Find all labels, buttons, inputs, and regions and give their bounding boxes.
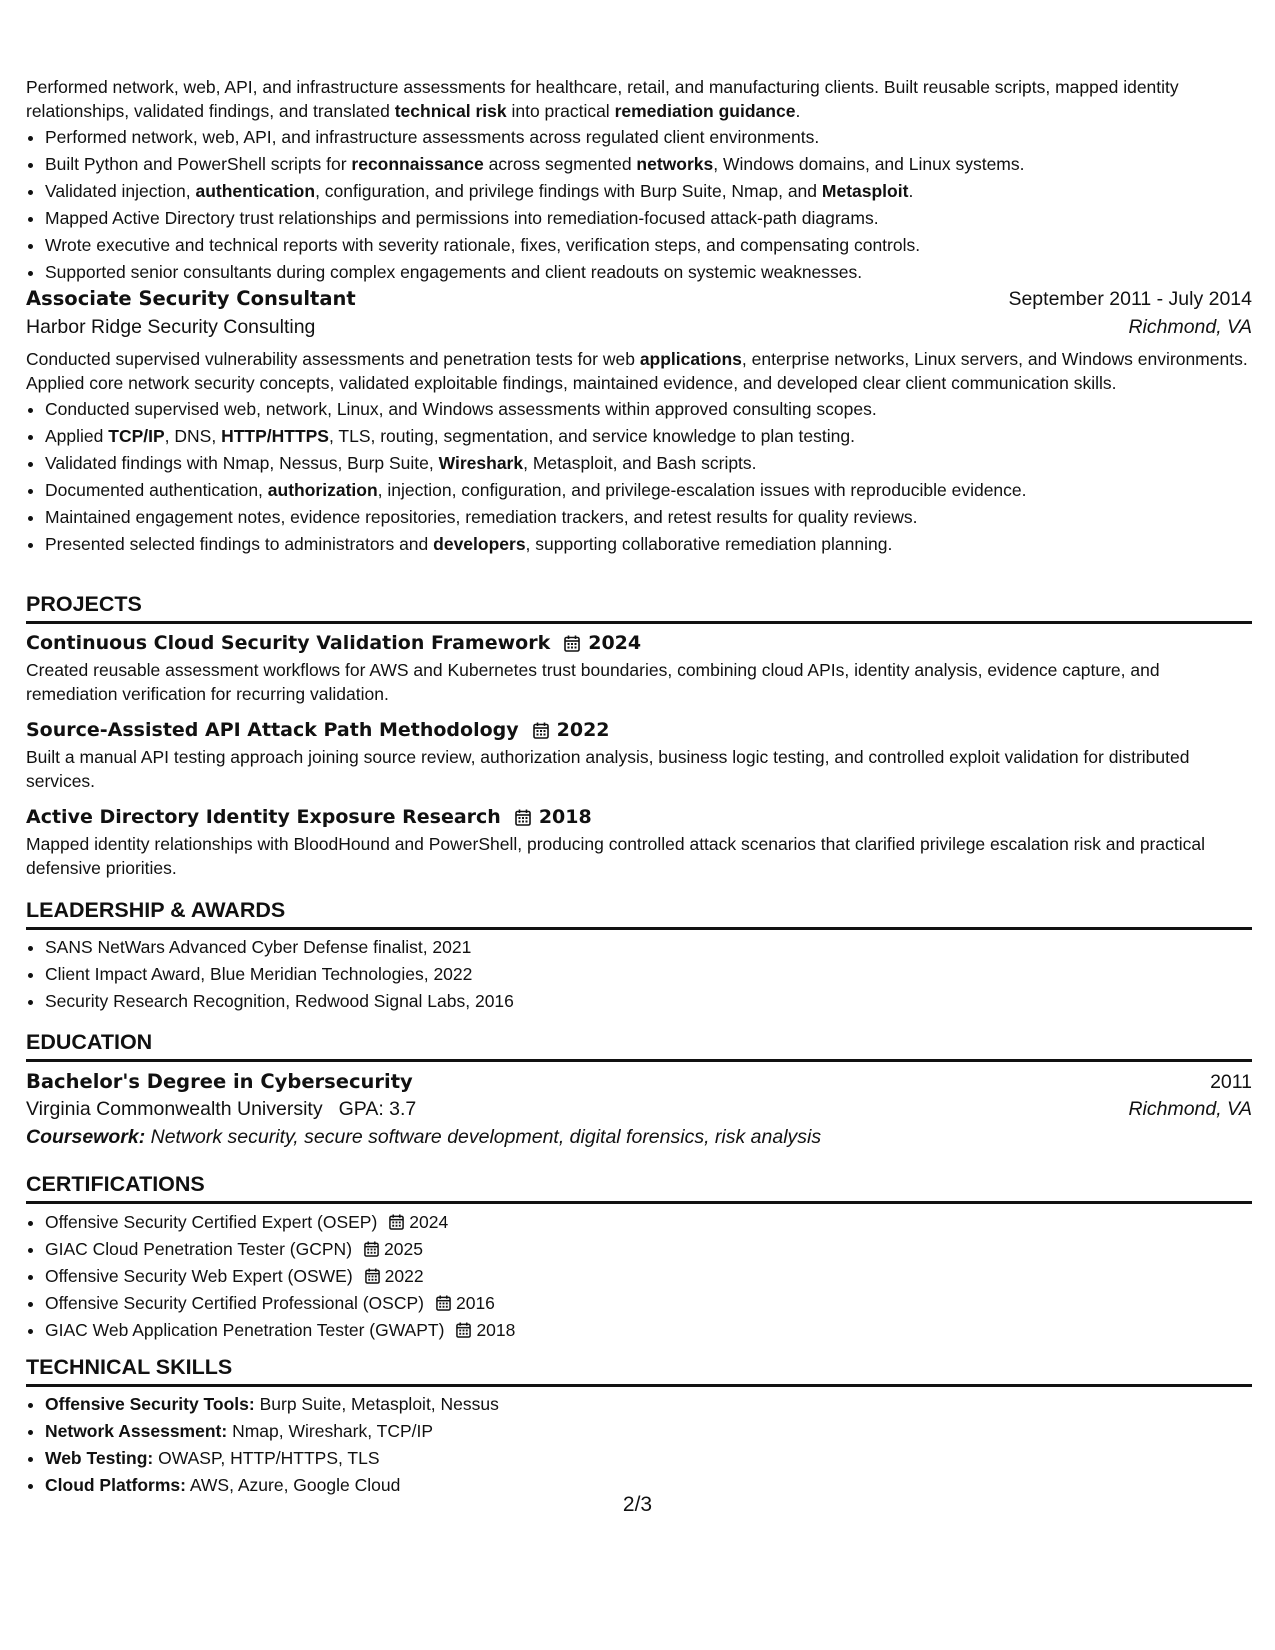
cert-year: 2024	[409, 1212, 449, 1232]
text-run: Conducted supervised vulnerability assessments and penetration tests for web	[26, 349, 640, 369]
job-summary	[26, 347, 1252, 395]
projects-list	[26, 632, 1252, 880]
award-item: • SANS NetWars Advanced Cyber Defense finalist, 2021	[45, 934, 1252, 961]
project-description: Created reusable assessment workflows for AWS and Kubernetes trust boundaries, combining cloud APIs, identity analysis, evidence capture, and remediation verification for recurring validation.	[26, 660, 1160, 704]
text-run: Wrote executive and technical reports with severity rationale, fixes, verification steps, and compensating controls.	[45, 235, 921, 255]
skill-value: OWASP, HTTP/HTTPS, TLS	[158, 1448, 380, 1468]
bold-keyword: applications	[639, 349, 742, 369]
text-run: Built Python and PowerShell scripts for	[45, 154, 352, 174]
cert-name: Offensive Security Certified Expert (OSEP)	[45, 1212, 378, 1232]
text-run: Documented authentication,	[45, 480, 268, 500]
project-year: 2024	[588, 632, 642, 654]
skill-item	[45, 1445, 1252, 1472]
bullet-item	[45, 151, 1252, 178]
calendar-icon	[456, 1319, 471, 1335]
calendar-icon	[364, 1238, 379, 1254]
bold-keyword: developers	[433, 534, 526, 554]
bullet-item	[45, 396, 1252, 423]
skills-section	[26, 1355, 1252, 1499]
text-run: , supporting collaborative remediation planning.	[525, 534, 893, 554]
skill-value: Nmap, Wireshark, TCP/IP	[232, 1421, 434, 1441]
project-title: Continuous Cloud Security Validation Framework	[26, 632, 551, 654]
cert-list	[26, 1209, 1252, 1344]
skill-value: AWS, Azure, Google Cloud	[189, 1475, 401, 1495]
project-year: 2018	[538, 806, 592, 828]
cert-year: 2016	[455, 1293, 495, 1313]
degree-year: 2011	[1210, 1071, 1252, 1093]
bullet-item	[45, 531, 1252, 558]
job-location: Richmond, VA	[1128, 316, 1252, 338]
project-item	[26, 806, 1252, 880]
section-heading: PROJECTS	[26, 592, 1252, 624]
job-bullets	[26, 396, 1252, 558]
job-header	[26, 287, 1252, 311]
bullet-item	[45, 423, 1252, 450]
projects-section	[26, 592, 1252, 880]
bold-keyword: technical risk	[394, 101, 507, 121]
calendar-icon	[533, 722, 549, 739]
job-continued	[26, 75, 1252, 286]
text-run: Performed network, web, API, and infrastructure assessments for healthcare, retail, and manufacturing clients. Built reusable scripts, mapped identity relationships, validated findings, and translated	[26, 77, 1179, 121]
project-header	[26, 719, 1252, 741]
skill-value: Burp Suite, Metasploit, Nessus	[259, 1394, 499, 1414]
job-dates: September 2011 - July 2014	[1008, 288, 1252, 310]
bullet-item	[45, 205, 1252, 232]
cert-name: Offensive Security Certified Professional (OSCP)	[45, 1293, 424, 1313]
cert-year: 2025	[384, 1239, 423, 1259]
bold-keyword: Wireshark	[438, 453, 524, 473]
section-heading: TECHNICAL SKILLS	[26, 1355, 1252, 1387]
degree-title: Bachelor's Degree in Cybersecurity	[26, 1070, 413, 1093]
bullet-item	[45, 232, 1252, 259]
bullet-item	[45, 450, 1252, 477]
degree-row	[26, 1070, 1252, 1094]
skills-list	[26, 1391, 1252, 1499]
text-run: , Metasploit, and Bash scripts.	[523, 453, 757, 473]
awards-list	[26, 934, 1252, 1015]
job-bullets	[26, 124, 1252, 286]
company-name: Harbor Ridge Security Consulting	[26, 316, 316, 338]
coursework	[26, 1126, 1252, 1149]
text-run: Presented selected findings to administrators and	[45, 534, 434, 554]
cert-year: 2022	[384, 1266, 424, 1286]
bold-keyword: authorization	[267, 480, 378, 500]
project-description: Built a manual API testing approach joining source review, authorization analysis, business logic testing, and controlled exploit validation for distributed services.	[26, 747, 1190, 791]
cert-item	[45, 1209, 1252, 1236]
bold-keyword: Metasploit	[821, 181, 909, 201]
skill-item	[45, 1391, 1252, 1418]
text-run: Validated findings with Nmap, Nessus, Burp Suite,	[45, 453, 439, 473]
text-run: across segmented	[483, 154, 637, 174]
project-header	[26, 632, 1252, 654]
text-run: .	[795, 101, 801, 121]
skill-label: Offensive Security Tools:	[45, 1394, 255, 1414]
bold-keyword: HTTP/HTTPS	[221, 426, 329, 446]
bold-keyword: networks	[636, 154, 714, 174]
coursework-text: Network security, secure software development, digital forensics, risk analysis	[150, 1126, 822, 1148]
bullet-item	[45, 124, 1252, 151]
cert-item	[45, 1317, 1252, 1344]
bold-keyword: reconnaissance	[351, 154, 484, 174]
project-year: 2022	[556, 719, 610, 741]
skill-label: Cloud Platforms:	[45, 1475, 186, 1495]
text-run: , TLS, routing, segmentation, and service knowledge to plan testing.	[328, 426, 855, 446]
text-run: Validated injection,	[45, 181, 196, 201]
job-title: Associate Security Consultant	[26, 287, 356, 310]
bullet-item	[45, 178, 1252, 205]
text-run: , DNS,	[164, 426, 222, 446]
cert-name: GIAC Cloud Penetration Tester (GCPN)	[45, 1239, 353, 1259]
cert-name: GIAC Web Application Penetration Tester (GWAPT)	[45, 1320, 445, 1340]
text-run: Applied	[45, 426, 109, 446]
job-summary	[26, 75, 1252, 123]
project-description: Mapped identity relationships with BloodHound and PowerShell, producing controlled attack scenarios that clarified privilege escalation risk and practical defensive priorities.	[26, 834, 1205, 878]
job-subheader	[26, 316, 1252, 339]
skill-item	[45, 1418, 1252, 1445]
cert-year: 2018	[476, 1320, 516, 1340]
text-run: Conducted supervised web, network, Linux, and Windows assessments within approved consulting scopes.	[45, 399, 877, 419]
job-associate-consultant	[26, 287, 1252, 558]
school-name: Virginia Commonwealth University	[26, 1098, 323, 1120]
school-location: Richmond, VA	[1128, 1098, 1252, 1120]
coursework-label: Coursework:	[26, 1126, 146, 1148]
certifications-section	[26, 1172, 1252, 1344]
calendar-icon	[515, 809, 531, 826]
award-item: • Security Research Recognition, Redwood Signal Labs, 2016	[45, 988, 1252, 1015]
text-run: , configuration, and privilege findings with Burp Suite, Nmap, and	[315, 181, 822, 201]
cert-item	[45, 1236, 1252, 1263]
bold-keyword: remediation guidance	[614, 101, 796, 121]
education-section	[26, 1030, 1252, 1149]
calendar-icon	[365, 1265, 380, 1281]
section-heading: CERTIFICATIONS	[26, 1172, 1252, 1204]
text-run: Mapped Active Directory trust relationships and permissions into remediation-focused attack-path diagrams.	[45, 208, 879, 228]
project-title: Source-Assisted API Attack Path Methodology	[26, 719, 519, 741]
text-run: Supported senior consultants during complex engagements and client readouts on systemic weaknesses.	[45, 262, 863, 282]
skill-label: Network Assessment:	[45, 1421, 228, 1441]
bold-keyword: authentication	[195, 181, 316, 201]
bullet-item	[45, 504, 1252, 531]
cert-name: Offensive Security Web Expert (OSWE)	[45, 1266, 353, 1286]
project-header	[26, 806, 1252, 828]
calendar-icon	[436, 1292, 451, 1308]
project-title: Active Directory Identity Exposure Research	[26, 806, 501, 828]
project-item	[26, 632, 1252, 706]
school-row	[26, 1098, 1252, 1121]
gpa: GPA: 3.7	[338, 1098, 417, 1120]
section-heading: EDUCATION	[26, 1030, 1252, 1062]
project-item	[26, 719, 1252, 793]
text-run: into practical	[506, 101, 615, 121]
calendar-icon	[389, 1211, 404, 1227]
skill-label: Web Testing:	[45, 1448, 154, 1468]
cert-item	[45, 1290, 1252, 1317]
text-run: Performed network, web, API, and infrastructure assessments across regulated client environments.	[45, 127, 820, 147]
cert-item	[45, 1263, 1252, 1290]
text-run: , enterprise networks, Linux servers, and Windows environments. Applied core network security concepts, validated exploitable findings, maintained evidence, and developed clear client communication skills.	[26, 349, 1248, 393]
leadership-section	[26, 898, 1252, 1015]
bullet-item	[45, 259, 1252, 286]
award-item: • Client Impact Award, Blue Meridian Technologies, 2022	[45, 961, 1252, 988]
page-number: 2/3	[622, 1493, 653, 1516]
text-run: .	[908, 181, 914, 201]
calendar-icon	[564, 635, 580, 652]
bullet-item	[45, 477, 1252, 504]
text-run: , Windows domains, and Linux systems.	[713, 154, 1025, 174]
school-info	[26, 1098, 416, 1121]
bold-keyword: TCP/IP	[108, 426, 165, 446]
text-run: , injection, configuration, and privilege-escalation issues with reproducible evidence.	[377, 480, 1027, 500]
text-run: Maintained engagement notes, evidence repositories, remediation trackers, and retest results for quality reviews.	[45, 507, 918, 527]
section-heading: LEADERSHIP & AWARDS	[26, 898, 1252, 930]
